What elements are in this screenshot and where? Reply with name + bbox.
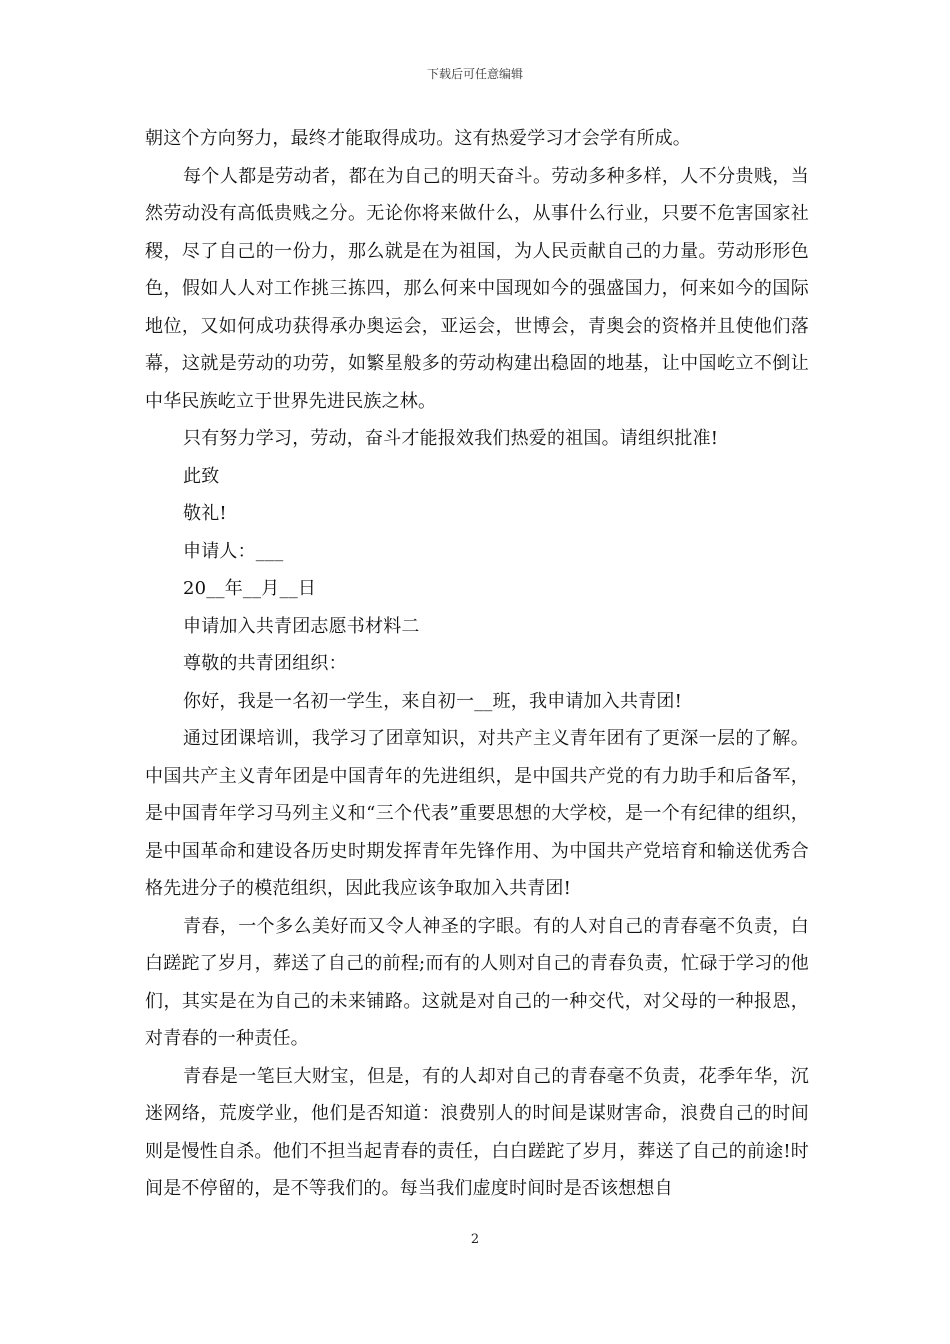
paragraph-closing-request: 只有努力学习，劳动，奋斗才能报效我们热爱的祖国。请组织批准!	[183, 428, 719, 449]
salutation-jingli: 敬礼!	[183, 503, 227, 524]
date-line: 20__年__月__日	[183, 578, 317, 599]
paragraph-labor: 每个人都是劳动者，都在为自己的明天奋斗。劳动多种多样，人不分贵贱，当然劳动没有高低贵贱之分。无论你将来做什么，从事什么行业，只要不危害国家社稷，尽了自己的一份力，那么就是在为祖国，为人民贡献自己的力量。劳动形形色色，假如人人对工作挑三拣四，那么何来中国现如今的强盛国力，何来如今的国际地位，又如何成功获得承办奥运会，亚运会，世博会，青奥会的资格并且使他们落幕，这就是劳动的功劳，如繁星般多的劳动构建出稳固的地基，让中国屹立不倒让中华民族屹立于世界先进民族之林。	[145, 165, 809, 412]
greeting-intro: 你好，我是一名初一学生，来自初一__班，我申请加入共青团!	[183, 690, 683, 712]
page-number: 2	[470, 1232, 480, 1247]
salutation-cizhi: 此致	[183, 465, 220, 487]
document-body	[145, 120, 809, 1208]
paragraph-league-intro: 通过团课培训，我学习了团章知识，对共产主义青年团有了更深一层的了解。中国共产主义青年团是中国青年的先进组织，是中国共产党的有力助手和后备军，是中国青年学习马列主义和“三个代表”重要思想的大学校，是一个有纪律的组织，是中国革命和建设各历史时期发挥青年先锋作用、为中国共产党培育和输送优秀合格先进分子的模范组织，因此我应该争取加入共青团!	[145, 728, 809, 899]
applicant-line: 申请人：___	[183, 540, 284, 562]
paragraph-youth-treasure: 青春是一笔巨大财宝，但是，有的人却对自己的青春毫不负责，花季年华，沉迷网络，荒废学业，他们是否知道：浪费别人的时间是谋财害命，浪费自己的时间则是慢性自杀。他们不担当起青春的责任，白白蹉跎了岁月，葬送了自己的前途!时间是不停留的，是不等我们的。每当我们虚度时间时是否该想想自	[145, 1065, 809, 1199]
paragraph-youth: 青春，一个多么美好而又令人神圣的字眼。有的人对自己的青春毫不负责，白白蹉跎了岁月，葬送了自己的前程;而有的人则对自己的青春负责，忙碌于学习的他们，其实是在为自己的未来铺路。这就是对自己的一种交代，对父母的一种报恩，对青春的一种责任。	[145, 915, 809, 1049]
paragraph-continuation: 朝这个方向努力，最终才能取得成功。这有热爱学习才会学有所成。	[145, 128, 691, 149]
section-title: 申请加入共青团志愿书材料二	[183, 615, 420, 637]
greeting-organization: 尊敬的共青团组织：	[183, 653, 347, 674]
page-header: 下载后可任意编辑	[426, 67, 523, 81]
